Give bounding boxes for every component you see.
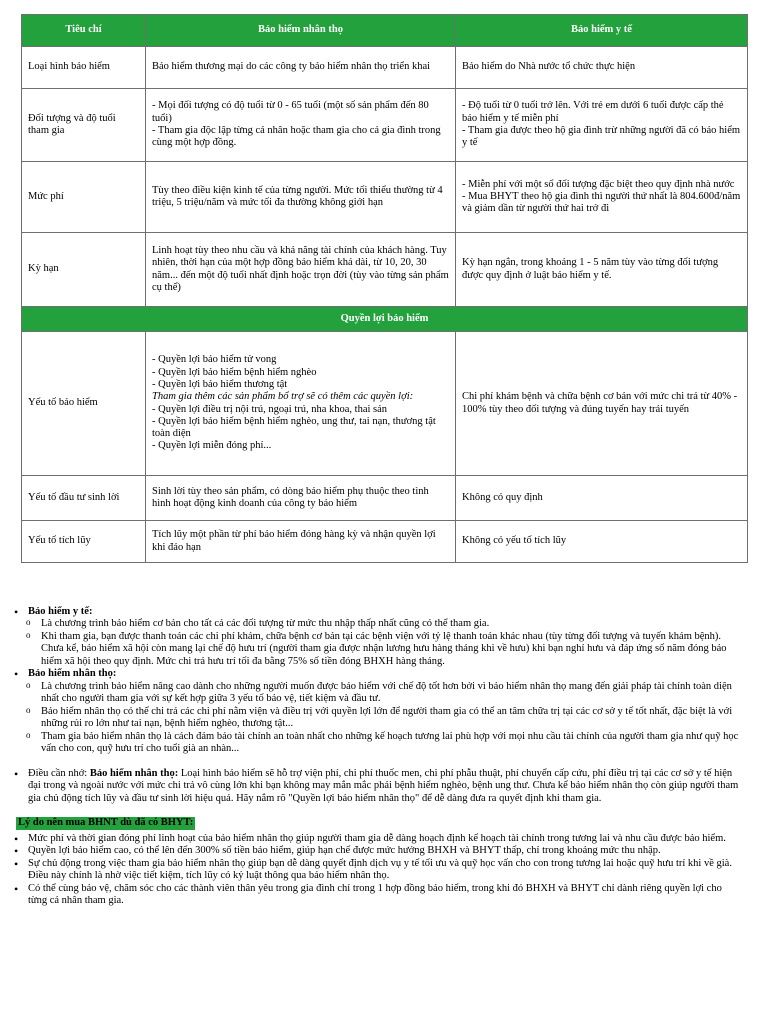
health-cell	[456, 162, 748, 233]
health-cell	[456, 476, 748, 521]
cell-line: - Miễn phí với một số đối tượng đặc biệt theo quy định nhà nước	[462, 178, 735, 190]
cell-line: Bảo hiểm thương mại do các công ty bảo hiểm nhân thọ triển khai	[152, 61, 431, 73]
list-item: • Sự chủ động trong việc tham gia bảo hiểm nhân thọ giúp bạn dễ dàng quyết định dịch vụ y tế tối ưu và quỹ học vấn cho con trong tương lai hoặc quỹ hưu trí khi về già. Điều này chính là nhờ việc tiết kiệm, tích lũy có kỷ luật thông qua bảo hiểm nhân thọ.	[14, 858, 742, 883]
cell-line: - Quyền lợi điều trị nội trú, ngoại trú, nha khoa, thai sản	[152, 403, 388, 415]
header-criterion: Tiêu chí	[22, 15, 146, 47]
notes-section	[14, 606, 742, 908]
table-row	[22, 476, 748, 521]
reasons-title: Lý do nên mua BHNT dù đã có BHYT:	[18, 817, 194, 829]
cell-line: - Quyền lợi bảo hiểm bệnh hiểm nghèo	[152, 366, 317, 378]
table-row	[22, 233, 748, 307]
life-cell	[146, 47, 456, 89]
life-cell	[146, 233, 456, 307]
cell-line: - Mọi đối tượng có độ tuổi từ 0 - 65 tuổi (một số sản phẩm đến 80 tuổi)	[152, 100, 429, 124]
cell-line: - Tham gia được theo hộ gia đình trừ những người đã có bảo hiểm y tế	[462, 125, 741, 149]
health-cell	[456, 47, 748, 89]
sub-list-item: o Khi tham gia, bạn được thanh toán các chi phí khám, chữa bệnh cơ bản tại các bệnh viện với tỷ lệ thanh toán khác nhau (tùy từng đối tượng và tuyến khám bệnh). Chưa kể, bảo hiểm xã hội còn mang lại chế độ hưu trí (người tham gia được nhận lương hưu hàng tháng khi về hưu) khi bạn nghỉ hưu và đáp ứng số năm đóng bảo hiểm xã hội theo quy định. Mức chi trả hưu trí tối đa bằng 75% số tiền đóng BHXH hàng tháng.	[14, 631, 742, 668]
header-health-insurance: Bảo hiểm y tế	[456, 15, 748, 47]
comparison-table	[21, 14, 748, 563]
health-cell	[456, 332, 748, 476]
health-cell	[456, 89, 748, 162]
life-cell	[146, 162, 456, 233]
list-item	[14, 606, 742, 618]
table-row	[22, 521, 748, 563]
cell-line: Chi phí khám bệnh và chữa bệnh cơ bản với mức chi trả từ 40% - 100% tùy theo đối tượng và đúng tuyến hay trái tuyến	[462, 391, 738, 415]
reminder-prefix: Điều cần nhớ:	[28, 767, 90, 779]
criterion-cell: Kỳ hạn	[22, 233, 146, 307]
header-life-insurance: Bảo hiểm nhân thọ	[146, 15, 456, 47]
sub-list-item: o Là chương trình bảo hiểm cơ bản cho tất cả các đối tượng từ mức thu nhập thấp nhất cũng có thể tham gia.	[14, 618, 742, 630]
table-row	[22, 89, 748, 162]
health-title: Bảo hiểm y tế:	[28, 606, 93, 617]
cell-line: Kỳ hạn ngắn, trong khoảng 1 - 5 năm tùy vào từng đối tượng được quy định ở luật bảo hiểm y tế.	[462, 257, 719, 281]
cell-line: Bảo hiểm do Nhà nước tổ chức thực hiện	[462, 61, 636, 73]
criterion-cell: Loại hình bảo hiểm	[22, 47, 146, 89]
life-title: Bảo hiểm nhân thọ:	[28, 668, 117, 680]
sub-list-item: o Bảo hiểm nhân thọ có thể chi trả các chi phí nằm viện và điều trị với quyền lợi lớn để người tham gia có thể an tâm chữa trị tại các cơ sở y tế tốt nhất, đặc biệt là với những rủi ro lớn như tai nạn, bệnh hiểm nghèo, thương tật...	[14, 706, 742, 731]
life-cell	[146, 521, 456, 563]
cell-line: - Mua BHYT theo hộ gia đình thì người thứ nhất là 804.600đ/năm và giảm dần từ người thứ hai trở đi	[462, 190, 741, 215]
cell-line: - Quyền lợi bảo hiểm bệnh hiểm nghèo, ung thư, tai nạn, thương tật toàn diện	[152, 415, 436, 440]
section-row	[22, 307, 748, 332]
criterion-cell: Yếu tố tích lũy	[22, 521, 146, 563]
table-row	[22, 162, 748, 233]
cell-line: - Quyền lợi bảo hiểm thương tật	[152, 378, 288, 390]
sub-list-item: o Là chương trình bảo hiểm nâng cao dành cho những người muốn được bảo hiểm với chế độ tốt hơn bởi vì bảo hiểm nhân thọ mang đến giải pháp tài chính toàn diện nhất cho người tham gia với sự kết hợp giữa 3 yếu tố bảo vệ, tiết kiệm và đầu tư.	[14, 681, 742, 706]
criterion-cell: Đối tượng và độ tuổi tham gia	[22, 89, 146, 162]
cell-line: Tích lũy một phần từ phí bảo hiểm đóng hàng kỳ và nhận quyền lợi khi đáo hạn	[152, 529, 436, 553]
criterion-cell: Mức phí	[22, 162, 146, 233]
cell-line: Không có yếu tố tích lũy	[462, 535, 567, 547]
cell-line: - Quyền lợi bảo hiểm tử vong	[152, 354, 277, 366]
life-cell	[146, 332, 456, 476]
sub-list-item: o Tham gia bảo hiểm nhân thọ là cách đảm bảo tài chính an toàn nhất cho những kế hoạch tương lai phù hợp với mọi nhu cầu tài chính của người tham gia như quỹ học vấn cho con, quỹ hưu trí cho tuổi già an nhàn...	[14, 731, 742, 756]
list-item: • Mức phí và thời gian đóng phí linh hoạt của bảo hiểm nhân thọ giúp người tham gia dễ dàng hoạch định kế hoạch tài chính trong tương lai và nhu cầu được bảo hiểm.	[14, 833, 742, 845]
criterion-cell: Yếu tố bảo hiểm	[22, 332, 146, 476]
health-cell	[456, 233, 748, 307]
reminder-text: Loại hình bảo hiểm sẽ hỗ trợ viện phí, chi phí thuốc men, chi phí phẫu thuật, phí chuyển cấp cứu, phí điều trị tại các cơ sở y tế hiện đại trong và ngoài nước với mức chi trả vô cùng lớn khi bạn không may mắn mắc phải bệnh hiểm nghèo, bệnh ung thư. Chưa kể bảo hiểm nhân thọ còn giúp người tham gia chủ động tích lũy và đầu tư sinh lời hiệu quả. Hãy nắm rõ "Quyền lợi bảo hiểm nhân thọ" để dễ dàng đưa ra quyết định khi tham gia.	[28, 767, 739, 804]
health-cell	[456, 521, 748, 563]
cell-line: Sinh lời tùy theo sản phẩm, có dòng bảo hiểm phụ thuộc theo tình hình hoạt động kinh doanh của công ty bảo hiểm	[152, 485, 429, 509]
criterion-cell: Yếu tố đầu tư sinh lời	[22, 476, 146, 521]
cell-line: Tùy theo điều kiện kinh tế của từng người. Mức tối thiểu thường từ 4 triệu, 5 triệu/năm và mức tối đa thường không giới hạn	[152, 184, 443, 208]
table-row	[22, 332, 748, 476]
cell-line: - Quyền lợi miễn đóng phí...	[152, 440, 272, 452]
cell-line: Không có quy định	[462, 491, 543, 503]
cell-line: Linh hoạt tùy theo nhu cầu và khả năng tài chính của khách hàng. Tuy nhiên, thời hạn của một hợp đồng bảo hiểm khá dài, từ 10, 20, 30 năm... đến một độ tuổi nhất định hoặc trọn đời (tùy vào từng sản phẩm cụ thể)	[152, 244, 449, 293]
cell-line: - Độ tuổi từ 0 tuổi trở lên. Với trẻ em dưới 6 tuổi được cấp thẻ bảo hiểm y tế miễn phí	[462, 100, 724, 124]
list-item	[14, 668, 742, 680]
list-item: • Quyền lợi bảo hiểm cao, có thể lên đến 300% số tiền bảo hiểm, giúp hạn chế được mức hưởng BHXH và BHYT thấp, chỉ trong khoảng mức thu nhập.	[14, 845, 742, 857]
life-cell	[146, 476, 456, 521]
cell-line: - Tham gia độc lập từng cá nhân hoặc tham gia cho cả gia đình trong cùng một hợp đồng.	[152, 125, 441, 149]
reminder-bold: Bảo hiểm nhân thọ:	[89, 767, 179, 779]
section-title: Quyền lợi bảo hiểm	[22, 307, 748, 332]
life-cell	[146, 89, 456, 162]
cell-line-italic: Tham gia thêm các sản phẩm bổ trợ sẽ có thêm các quyền lợi:	[152, 391, 414, 403]
table-row	[22, 47, 748, 89]
list-item: • Có thể cùng bảo vệ, chăm sóc cho các thành viên thân yêu trong gia đình chỉ trong 1 hợp đồng bảo hiểm, trong khi đó BHXH và BHYT chỉ dành riêng quyền lợi cho từng cá nhân tham gia.	[14, 883, 742, 908]
header-row	[22, 15, 748, 47]
reminder-paragraph	[14, 768, 742, 805]
